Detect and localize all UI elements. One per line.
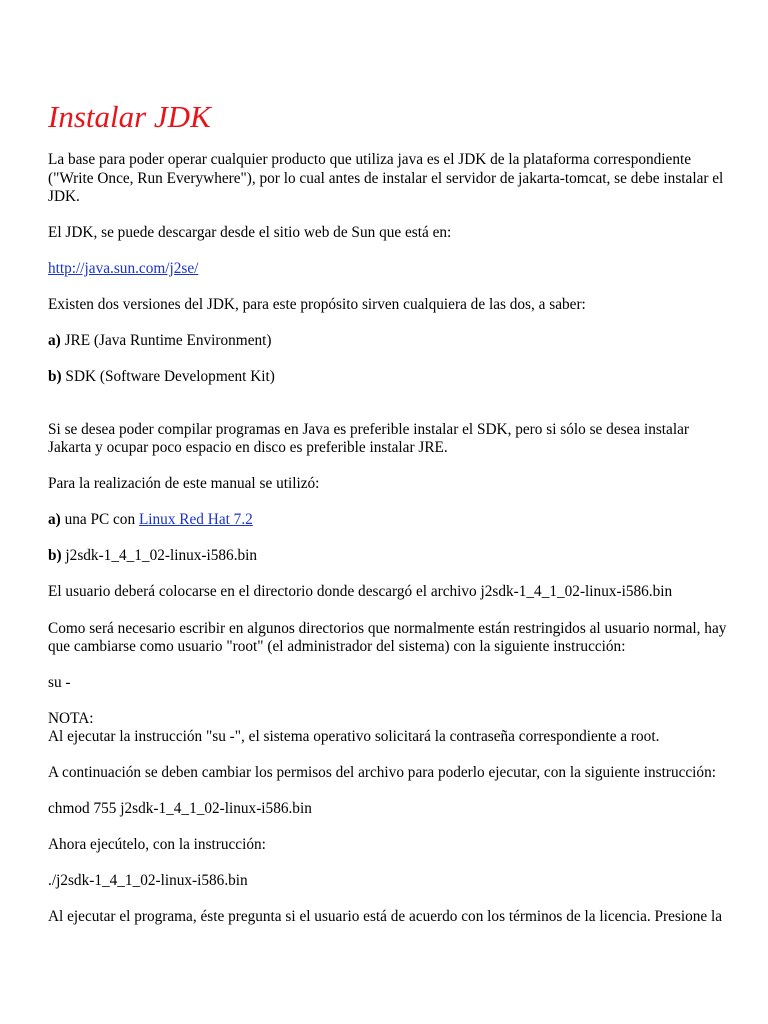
option-a-text: JRE (Java Runtime Environment) xyxy=(60,332,272,349)
intro-line-1: La base para poder operar cualquier producto que utiliza java es el JDK de la plataforma correspondiente xyxy=(48,151,692,168)
page-title: Instalar JDK xyxy=(48,99,211,134)
chmod-command: chmod 755 j2sdk-1_4_1_02-linux-i586.bin xyxy=(48,800,312,817)
option-b-text: SDK (Software Development Kit) xyxy=(61,368,275,385)
linux-red-hat-link[interactable]: Linux Red Hat 7.2 xyxy=(138,511,253,528)
preference-line-2: Jakarta y ocupar poco espacio en disco es preferible instalar JRE. xyxy=(48,439,448,456)
versions-text: Existen dos versiones del JDK, para este propósito sirven cualquiera de las dos, a saber: xyxy=(48,296,586,313)
download-text: El JDK, se puede descargar desde el sitio web de Sun que está en: xyxy=(48,224,452,241)
nota-text: Al ejecutar la instrucción "su -", el sistema operativo solicitará la contraseña correspondiente a root. xyxy=(48,728,660,745)
used-a-text: una PC con xyxy=(60,511,139,528)
root-line-2: que cambiarse como usuario "root" (el administrador del sistema) con la siguiente instrucción: xyxy=(48,638,626,655)
option-a xyxy=(48,332,271,351)
download-link-paragraph xyxy=(48,260,198,279)
su-command: su - xyxy=(48,674,71,691)
intro-line-3: JDK. xyxy=(48,188,80,205)
used-b-text: j2sdk-1_4_1_02-linux-i586.bin xyxy=(61,547,258,564)
preference-line-1: Si se desea poder compilar programas en Java es preferible instalar el SDK, pero si sólo se desea instalar xyxy=(48,421,689,438)
run-text: Ahora ejecútelo, con la instrucción: xyxy=(48,836,266,853)
option-b xyxy=(48,368,275,387)
used-a-marker: a) xyxy=(48,511,61,528)
root-line-1: Como será necesario escribir en algunos directorios que normalmente están restringidos al usuario normal, hay xyxy=(48,620,727,637)
perms-text: A continuación se deben cambiar los permisos del archivo para poderlo ejecutar, con la siguiente instrucción: xyxy=(48,764,716,781)
option-b-marker: b) xyxy=(48,368,62,385)
used-item-a xyxy=(48,511,253,530)
nota-label: NOTA: xyxy=(48,710,94,727)
user-dir-text: El usuario deberá colocarse en el directorio donde descargó el archivo j2sdk-1_4_1_02-linux-i586.bin xyxy=(48,583,673,600)
java-sun-link[interactable]: http://java.sun.com/j2se/ xyxy=(48,260,199,277)
option-a-marker: a) xyxy=(48,332,61,349)
manual-text: Para la realización de este manual se utilizó: xyxy=(48,475,320,492)
used-item-b xyxy=(48,547,257,566)
run-command: ./j2sdk-1_4_1_02-linux-i586.bin xyxy=(48,872,248,889)
used-b-marker: b) xyxy=(48,547,62,564)
intro-line-2: ("Write Once, Run Everywhere"), por lo cual antes de instalar el servidor de jakarta-tomcat, se debe instalar el xyxy=(48,170,724,187)
license-text: Al ejecutar el programa, éste pregunta si el usuario está de acuerdo con los términos de la licencia. Presione la xyxy=(48,908,723,925)
